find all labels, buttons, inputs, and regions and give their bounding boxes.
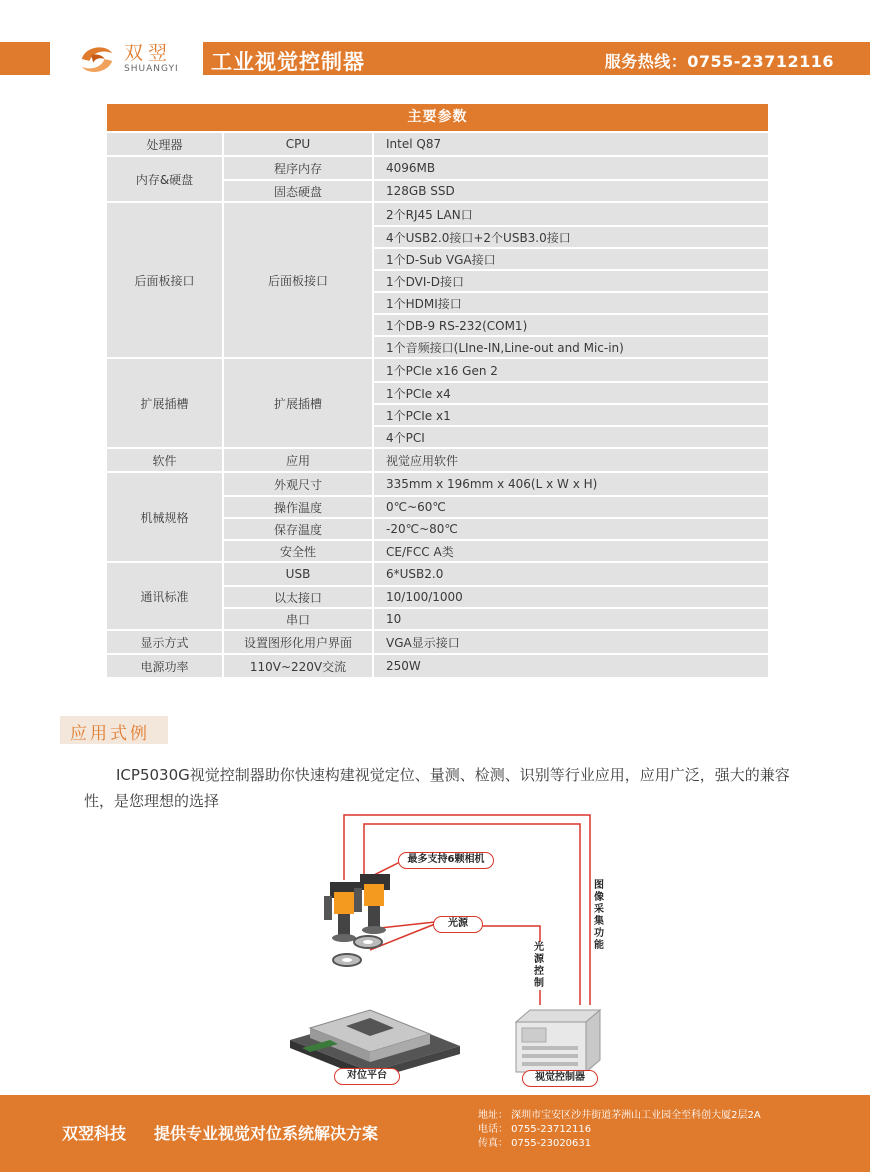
- row-label: 安全性: [224, 541, 374, 561]
- vision-controller-icon: [516, 1010, 600, 1072]
- footer-company-name: 双翌科技: [62, 1124, 127, 1143]
- row-label: 应用: [224, 449, 374, 471]
- table-group-processor: [107, 131, 768, 155]
- section-paragraph: ICP5030G视觉控制器助你快速构建视觉定位、量测、检测、识别等行业应用，应用广泛，强大的兼容性，是您理想的选择: [84, 766, 790, 810]
- row-value: 335mm x 196mm x 406(L x W x H): [374, 473, 768, 495]
- table-row: [224, 495, 768, 517]
- camera-assembly-icon: [324, 874, 390, 942]
- image-capture-label: 图像采集功能: [594, 880, 604, 951]
- table-row: [374, 335, 768, 357]
- table-group-memory: [107, 155, 768, 201]
- row-value: 2个RJ45 LAN口: [374, 203, 768, 225]
- row-value: 4096MB: [374, 157, 768, 179]
- row-label: 扩展插槽: [224, 359, 374, 447]
- camera-label: 最多支持6颗相机: [398, 852, 494, 869]
- logo-mark-icon: [78, 40, 116, 78]
- group-label: 软件: [107, 449, 224, 471]
- row-value: 250W: [374, 655, 768, 677]
- table-row: [374, 291, 768, 313]
- group-label: 显示方式: [107, 631, 224, 653]
- row-label: 操作温度: [224, 497, 374, 517]
- row-value: 4个USB2.0接口+2个USB3.0接口: [374, 227, 768, 247]
- table-row: [374, 225, 768, 247]
- group-label: 机械规格: [107, 473, 224, 561]
- row-value: 1个DB-9 RS-232(COM1): [374, 315, 768, 335]
- header-accent-bar: [0, 42, 50, 75]
- application-diagram: [250, 810, 630, 1090]
- table-group-communication: [107, 561, 768, 629]
- table-row: [224, 157, 768, 179]
- table-group-software: [107, 447, 768, 471]
- group-label: 内存&硬盘: [107, 157, 224, 201]
- table-row: [374, 381, 768, 403]
- row-value: 1个PCIe x1: [374, 405, 768, 425]
- row-label: 固态硬盘: [224, 181, 374, 201]
- row-value: 1个音频接口(LIne-IN,Line-out and Mic-in): [374, 337, 768, 357]
- row-value: 4个PCI: [374, 427, 768, 447]
- connection-lines: [344, 815, 590, 1005]
- table-group-display: [107, 629, 768, 653]
- row-label: 外观尺寸: [224, 473, 374, 495]
- company-logo: [70, 34, 200, 84]
- row-label: CPU: [224, 133, 374, 155]
- row-value: 1个PCIe x16 Gen 2: [374, 359, 768, 381]
- row-label: 110V~220V交流: [224, 655, 374, 677]
- table-group-rear-panel: [107, 201, 768, 357]
- section-title: 应用式例: [70, 724, 150, 744]
- footer: [0, 1095, 870, 1172]
- row-value: 0℃~60℃: [374, 497, 768, 517]
- parameters-table: [107, 104, 768, 677]
- footer-contact-info: [478, 1109, 761, 1151]
- table-row: [224, 631, 768, 653]
- table-row: [374, 425, 768, 447]
- table-row: [374, 313, 768, 335]
- group-label: 后面板接口: [107, 203, 224, 357]
- row-value: 1个D-Sub VGA接口: [374, 249, 768, 269]
- table-row: [224, 517, 768, 539]
- table-row: [224, 179, 768, 201]
- footer-address: 地址： 深圳市宝安区沙井街道茅洲山工业园全至科创大厦2层2A: [478, 1110, 761, 1121]
- table-row: [374, 359, 768, 381]
- row-label: USB: [224, 563, 374, 585]
- row-value: CE/FCC A类: [374, 541, 768, 561]
- service-hotline: 服务热线：0755-23712116: [604, 52, 834, 71]
- row-value: 128GB SSD: [374, 181, 768, 201]
- table-row: [224, 473, 768, 495]
- table-row: [224, 655, 768, 677]
- footer-slogan: 提供专业视觉对位系统解决方案: [154, 1124, 379, 1143]
- table-row: [224, 563, 768, 585]
- row-label: 后面板接口: [224, 203, 374, 357]
- table-title: 主要参数: [107, 104, 768, 131]
- row-value: 10/100/1000: [374, 587, 768, 607]
- platform-label: 对位平台: [334, 1068, 400, 1085]
- table-row: [374, 403, 768, 425]
- row-value: 1个PCIe x4: [374, 383, 768, 403]
- table-row: [374, 247, 768, 269]
- table-row: [224, 607, 768, 629]
- group-label: 电源功率: [107, 655, 224, 677]
- row-value: VGA显示接口: [374, 631, 768, 653]
- table-group-power: [107, 653, 768, 677]
- row-label: 保存温度: [224, 519, 374, 539]
- table-row: [374, 203, 768, 225]
- row-label: 设置图形化用户界面: [224, 631, 374, 653]
- footer-fax: 传真： 0755-23020631: [478, 1138, 592, 1149]
- row-value: Intel Q87: [374, 133, 768, 155]
- light-label: 光源: [433, 916, 483, 933]
- footer-phone: 电话： 0755-23712116: [478, 1124, 592, 1135]
- header-bar: [203, 42, 870, 75]
- logo-english-name: SHUANGYI: [124, 64, 179, 74]
- table-row: [224, 449, 768, 471]
- row-value: 6*USB2.0: [374, 563, 768, 585]
- row-label: 以太接口: [224, 587, 374, 607]
- light-control-label: 光源控制: [534, 942, 544, 989]
- table-row: [224, 539, 768, 561]
- table-row: [224, 133, 768, 155]
- row-value: 1个DVI-D接口: [374, 271, 768, 291]
- table-group-expansion: [107, 357, 768, 447]
- row-value: 视觉应用软件: [374, 449, 768, 471]
- controller-label: 视觉控制器: [522, 1070, 598, 1087]
- row-value: 1个HDMI接口: [374, 293, 768, 313]
- page-title: 工业视觉控制器: [211, 50, 365, 74]
- table-row: [224, 585, 768, 607]
- table-row: [374, 269, 768, 291]
- group-label: 扩展插槽: [107, 359, 224, 447]
- section-heading: [60, 716, 168, 744]
- table-group-mechanical: [107, 471, 768, 561]
- group-label: 处理器: [107, 133, 224, 155]
- row-value: 10: [374, 609, 768, 629]
- group-label: 通讯标准: [107, 563, 224, 629]
- row-value: -20℃~80℃: [374, 519, 768, 539]
- row-label: 程序内存: [224, 157, 374, 179]
- logo-chinese-name: 双翌: [124, 42, 173, 64]
- row-label: 串口: [224, 609, 374, 629]
